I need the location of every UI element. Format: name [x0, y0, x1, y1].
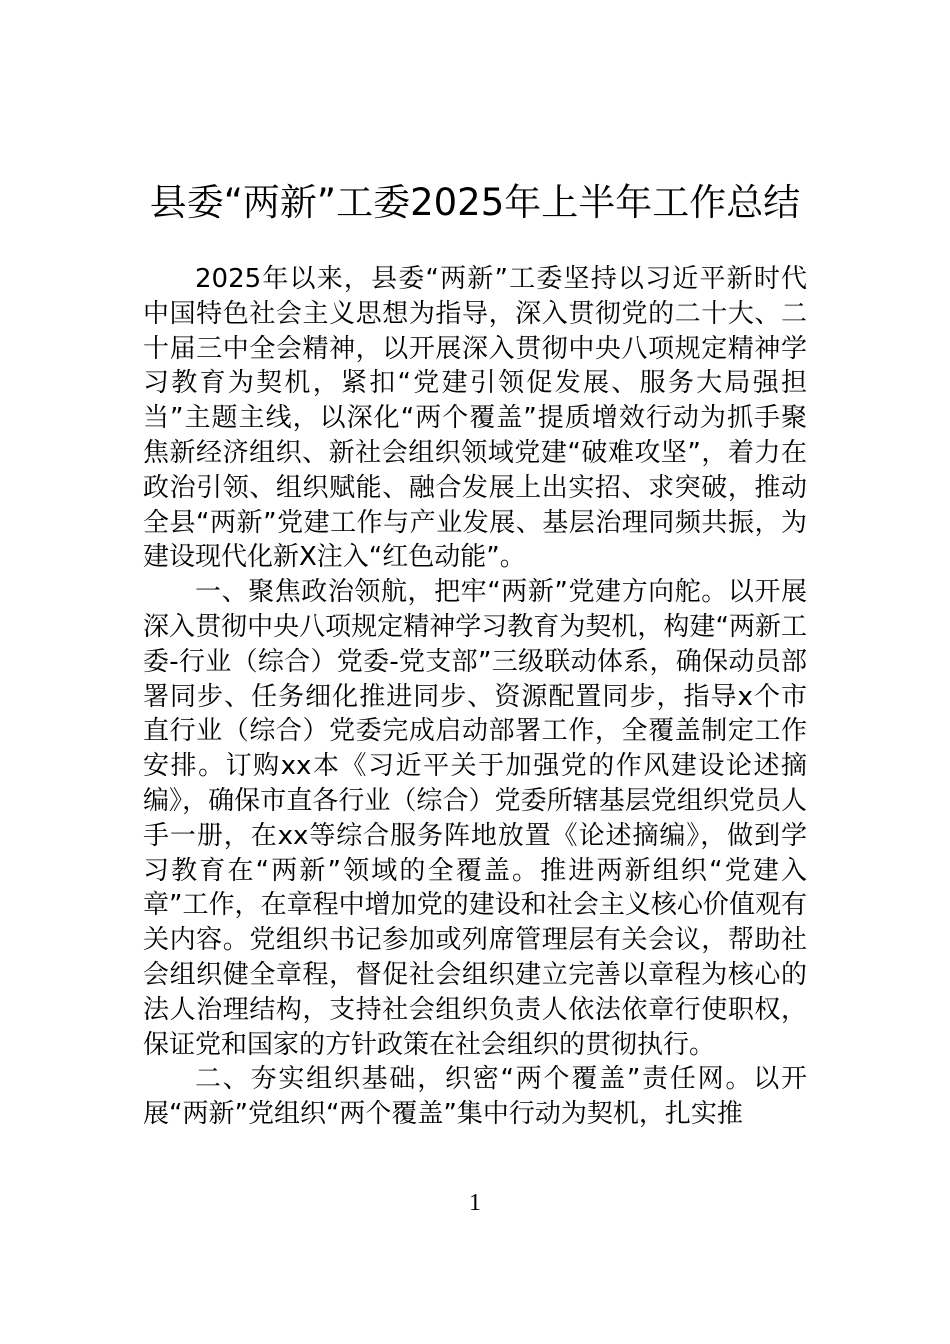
document-title: 县委“两新”工委2025年上半年工作总结	[149, 181, 801, 224]
page-number: 1	[469, 1190, 481, 1216]
paragraph-section-2: 二、夯实组织基础，织密“两个覆盖”责任网。以开展“两新”党组织“两个覆盖”集中行动为契机，扎实推	[143, 1064, 807, 1130]
document-body	[143, 262, 807, 1132]
paragraph-intro: 2025年以来，县委“两新”工委坚持以习近平新时代中国特色社会主义思想为指导，深入贯彻党的二十大、二十届三中全会精神，以开展深入贯彻中央八项规定精神学习教育为契机，紧扣“党建引领促发展、服务大局强担当”主题主线，以深化“两个覆盖”提质增效行动为抓手聚焦新经济组织、新社会组织领域党建“破难攻坚”，着力在政治引领、组织赋能、融合发展上出实招、求突破，推动全县“两新”党建工作与产业发展、基层治理同频共振，为建设现代化新X注入“红色动能”。	[143, 264, 807, 573]
paragraph-section-1: 一、聚焦政治领航，把牢“两新”党建方向舵。以开展深入贯彻中央八项规定精神学习教育为契机，构建“两新工委-行业（综合）党委-党支部”三级联动体系，确保动员部署同步、任务细化推进同步、资源配置同步，指导x个市直行业（综合）党委完成启动部署工作，全覆盖制定工作安排。订购xx本《习近平关于加强党的作风建设论述摘编》，确保市直各行业（综合）党委所辖基层党组织党员人手一册，在xx等综合服务阵地放置《论述摘编》，做到学习教育在“两新”领域的全覆盖。推进两新组织“党建入章”工作，在章程中增加党的建设和社会主义核心价值观有关内容。党组织书记参加或列席管理层有关会议，帮助社会组织健全章程，督促社会组织建立完善以章程为核心的法人治理结构，支持社会组织负责人依法依章行使职权，保证党和国家的方针政策在社会组织的贯彻执行。	[143, 577, 807, 1060]
